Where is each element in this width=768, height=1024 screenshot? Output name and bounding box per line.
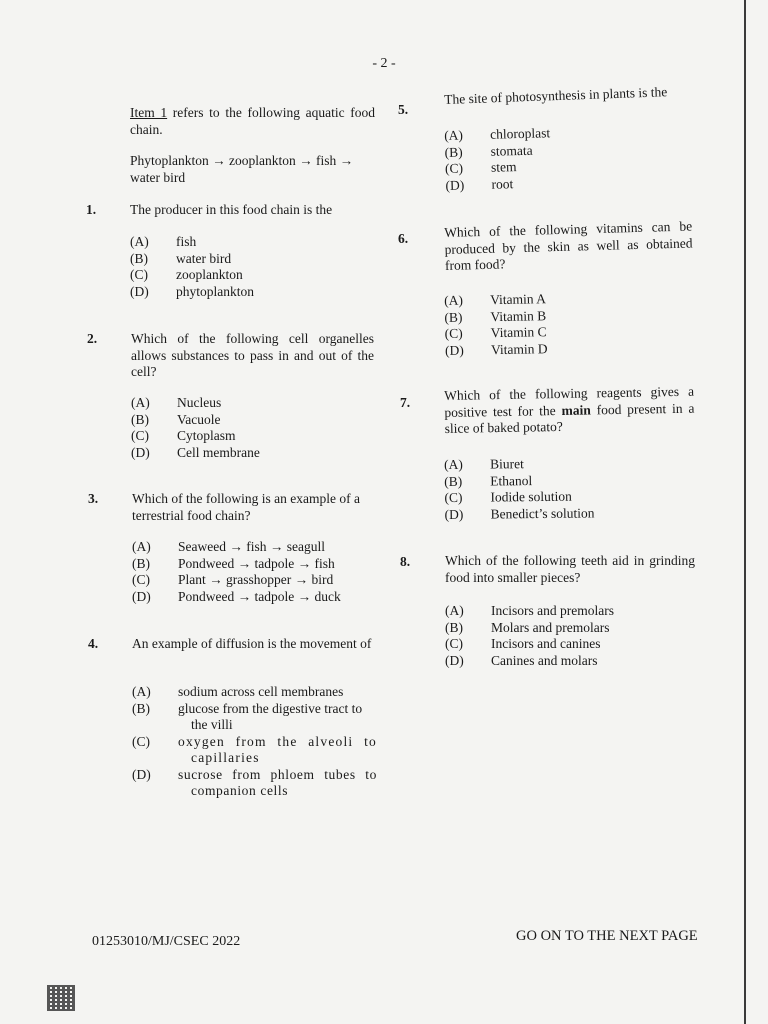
option-text: Ethanol xyxy=(490,472,533,489)
option-text: Iodide solution xyxy=(490,488,572,505)
option xyxy=(445,653,695,670)
option xyxy=(132,589,377,606)
option xyxy=(445,338,695,359)
option xyxy=(445,603,695,620)
option-label: (B) xyxy=(444,473,463,489)
option-label: (C) xyxy=(131,428,149,443)
option xyxy=(130,234,375,251)
option-text: Nucleus xyxy=(177,395,222,410)
option-label: (A) xyxy=(444,127,464,143)
option-label: (B) xyxy=(444,309,463,325)
question-stem: Which of the following teeth aid in grinding food into smaller pieces? xyxy=(445,553,695,585)
qr-code-icon xyxy=(47,985,75,1011)
option-text: Incisors and premolars xyxy=(491,603,614,618)
food-chain-text: Phytoplankton → zooplankton → fish → water bird xyxy=(130,153,354,185)
option-label: (A) xyxy=(132,684,151,699)
option-text: sodium across cell membranes xyxy=(178,684,344,699)
option-text: Seaweed → fish → seagull xyxy=(178,539,325,554)
option-label: (A) xyxy=(444,456,463,472)
option-label: (C) xyxy=(130,267,148,282)
question-number: 2. xyxy=(87,331,98,346)
question-stem: Which of the following cell organelles allows substances to pass in and out of the cell? xyxy=(131,331,374,379)
option-text: water bird xyxy=(176,250,232,266)
option-label: (C) xyxy=(444,325,463,341)
option xyxy=(132,734,377,767)
option-label: (B) xyxy=(132,700,150,716)
option xyxy=(132,684,377,701)
option-label: (D) xyxy=(444,506,464,522)
option-text: Benedict’s solution xyxy=(490,504,595,522)
option-text: Plant → grasshopper → bird xyxy=(178,572,334,587)
option-text: Vitamin A xyxy=(489,291,547,308)
option-label: (C) xyxy=(132,733,150,749)
options-list xyxy=(132,684,377,800)
option-text: Incisors and canines xyxy=(491,636,601,651)
option-label: (B) xyxy=(444,144,463,160)
options-list xyxy=(444,121,696,194)
option-text: stem xyxy=(490,159,517,175)
option xyxy=(445,636,695,653)
option xyxy=(130,284,375,301)
option-text: Vacuole xyxy=(177,411,221,427)
question-stem: Which of the following is an example of a terrestrial food chain? xyxy=(132,491,360,523)
question-stem-part: food present in a slice of baked potato? xyxy=(444,400,695,436)
question-number: 4. xyxy=(88,636,99,651)
question-stem xyxy=(444,384,695,438)
option-label: (A) xyxy=(131,395,150,410)
option-label: (D) xyxy=(132,766,151,782)
option xyxy=(132,539,377,556)
option-label: (C) xyxy=(444,160,464,176)
option xyxy=(132,767,377,800)
stimulus-intro xyxy=(130,105,375,138)
option-label: (D) xyxy=(444,342,464,358)
option-text: Pondweed → tadpole → duck xyxy=(178,588,341,604)
option xyxy=(132,572,377,589)
question-number: 5. xyxy=(398,102,409,117)
options-list xyxy=(132,539,377,605)
option-text: stomata xyxy=(490,142,533,159)
options-list xyxy=(131,395,376,461)
option xyxy=(131,412,376,429)
option-text: Canines and molars xyxy=(491,652,598,668)
option xyxy=(131,445,376,462)
option-text: sucrose from phloem tubes to companion cells xyxy=(178,766,377,798)
option-label: (D) xyxy=(445,652,464,668)
option-text: Vitamin B xyxy=(490,307,547,324)
option-label: (C) xyxy=(445,636,463,651)
option-label: (D) xyxy=(132,588,151,604)
option xyxy=(130,251,375,268)
options-list xyxy=(444,289,695,359)
question-number: 3. xyxy=(88,491,99,506)
question-stem-emphasis: main xyxy=(561,401,591,418)
option-text: oxygen from the alveoli to capillaries xyxy=(178,733,377,765)
option-label: (A) xyxy=(130,234,149,249)
question-stem: Which of the following vitamins can be produced by the skin as well as obtained from food? xyxy=(444,218,693,273)
options-list xyxy=(130,234,375,300)
option-text: phytoplankton xyxy=(176,283,254,299)
option-label: (B) xyxy=(130,250,148,266)
option-text: Vitamin D xyxy=(490,340,548,357)
option-text: fish xyxy=(176,234,197,249)
option-label: (C) xyxy=(444,489,463,505)
option xyxy=(445,504,695,523)
option-label: (B) xyxy=(131,411,149,427)
options-list xyxy=(445,603,695,669)
option-text: chloroplast xyxy=(489,125,551,142)
question-number: 6. xyxy=(398,231,409,246)
option-label: (D) xyxy=(131,444,150,460)
item-reference: Item 1 xyxy=(130,105,168,120)
option-label: (A) xyxy=(445,603,464,618)
option-text: Cytoplasm xyxy=(177,428,236,443)
question-stem: An example of diffusion is the movement of xyxy=(132,636,372,651)
paper-code: 01253010/MJ/CSEC 2022 xyxy=(92,934,241,949)
question-stem: The producer in this food chain is the xyxy=(130,202,333,217)
option-label: (A) xyxy=(444,292,464,308)
option xyxy=(132,701,377,734)
option-label: (B) xyxy=(445,619,463,635)
question-number: 7. xyxy=(400,395,411,410)
question-number: 8. xyxy=(400,554,411,569)
question-stem-part: Which of the following reagents gives a positive test for the xyxy=(444,383,695,420)
option xyxy=(132,556,377,573)
option xyxy=(131,395,376,412)
option-text: root xyxy=(491,175,514,192)
page-number: - 2 - xyxy=(372,56,396,71)
option-text: zooplankton xyxy=(176,267,243,282)
option xyxy=(131,428,376,445)
option-label: (D) xyxy=(130,283,149,299)
continue-notice: GO ON TO THE NEXT PAGE xyxy=(516,928,698,944)
option-text: Molars and premolars xyxy=(491,619,610,635)
option-text: Vitamin C xyxy=(490,324,547,341)
option-text: glucose from the digestive tract to the villi xyxy=(178,700,363,732)
option-text: Pondweed → tadpole → fish xyxy=(178,555,335,571)
question-stem: The site of photosynthesis in plants is the xyxy=(444,84,668,107)
option-text: Cell membrane xyxy=(177,444,260,460)
options-list xyxy=(444,454,695,523)
question-number: 1. xyxy=(86,202,97,217)
page-edge-shadow xyxy=(744,0,746,1024)
option-label: (D) xyxy=(445,176,465,193)
option xyxy=(130,267,375,284)
stimulus-intro-text: refers to the following aquatic food chain. xyxy=(130,105,375,137)
option-text: Biuret xyxy=(489,456,524,472)
option xyxy=(445,620,695,637)
option-label: (A) xyxy=(132,539,151,554)
option-label: (C) xyxy=(132,572,150,587)
option-label: (B) xyxy=(132,555,150,571)
